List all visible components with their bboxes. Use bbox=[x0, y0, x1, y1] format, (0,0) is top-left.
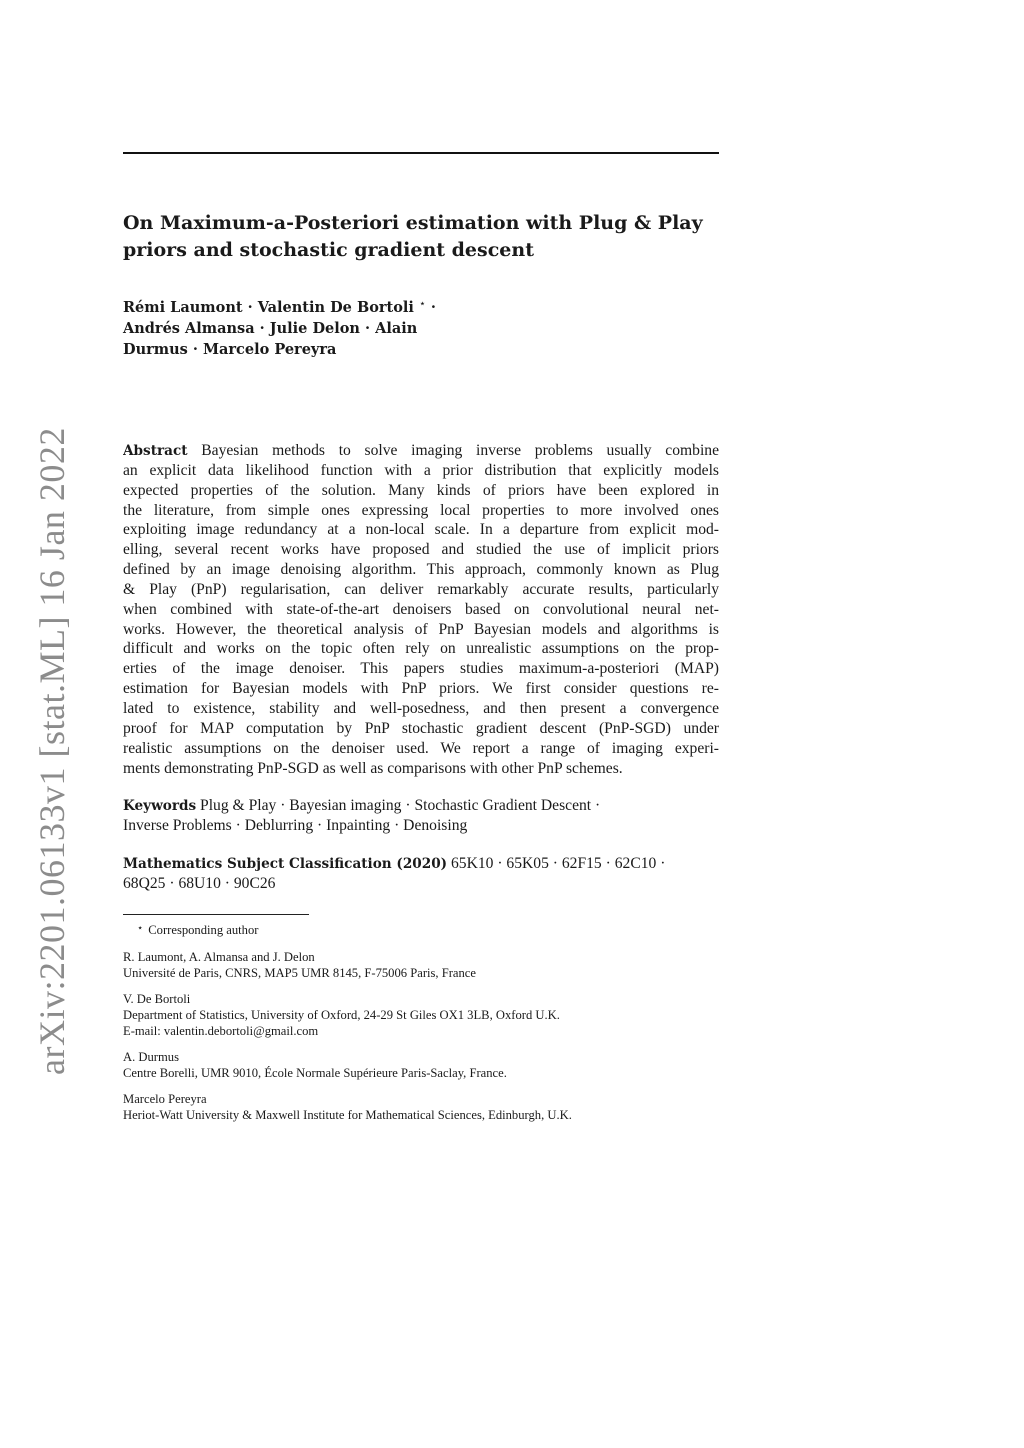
msc-label: Mathematics Subject Classification (2020) bbox=[123, 856, 448, 872]
affiliation-address: Department of Statistics, University of Oxford, 24-29 St Giles OX1 3LB, Oxford U.K. bbox=[123, 1008, 560, 1022]
abstract-line: realistic assumptions on the denoiser used. We report a range of imaging experi- bbox=[123, 739, 719, 757]
affiliation-address: Université de Paris, CNRS, MAP5 UMR 8145, F-75006 Paris, France bbox=[123, 966, 476, 980]
abstract-line: the literature, from simple ones expressing local properties to more involved ones bbox=[123, 501, 719, 519]
abstract-text: Bayesian methods to solve imaging inverse problems usually combine bbox=[187, 442, 719, 459]
footnotes bbox=[123, 921, 743, 1123]
title-line: On Maximum-a-Posteriori estimation with Plug & Play bbox=[123, 212, 703, 234]
abstract-line: proof for MAP computation by PnP stochastic gradient descent (PnP-SGD) under bbox=[123, 719, 719, 737]
author-line bbox=[123, 293, 723, 318]
affiliation-address: Heriot-Watt University & Maxwell Institute for Mathematical Sciences, Edinburgh, U.K. bbox=[123, 1108, 572, 1122]
title-line: priors and stochastic gradient descent bbox=[123, 239, 534, 261]
abstract-line: ments demonstrating PnP-SGD as well as comparisons with other PnP schemes. bbox=[123, 759, 623, 777]
msc-line bbox=[123, 854, 719, 874]
abstract-line bbox=[123, 441, 719, 461]
abstract-line: lated to existence, stability and well-posedness, and then present a convergence bbox=[123, 699, 719, 717]
affiliation-names: V. De Bortoli bbox=[123, 992, 191, 1006]
author-line: Durmus · Marcelo Pereyra bbox=[123, 341, 337, 358]
footnote-star: ⋆ bbox=[137, 923, 144, 934]
arxiv-identifier-stamp: arXiv:2201.06133v1 [stat.ML] 16 Jan 2022 bbox=[32, 427, 72, 1075]
abstract-line: expected properties of the solution. Many kinds of priors have been explored in bbox=[123, 481, 719, 499]
keywords-line: Inverse Problems · Deblurring · Inpainting · Denoising bbox=[123, 817, 468, 834]
abstract-line: when combined with state-of-the-art denoisers based on convolutional neural net- bbox=[123, 600, 719, 618]
corresponding-author-mark: ⋆ bbox=[418, 297, 426, 310]
abstract-line: erties of the image denoiser. This papers studies maximum-a-posteriori (MAP) bbox=[123, 660, 719, 678]
abstract-line: works. However, the theoretical analysis of PnP Bayesian models and algorithms is bbox=[123, 620, 719, 638]
affiliation-names: R. Laumont, A. Almansa and J. Delon bbox=[123, 950, 315, 964]
abstract-line: exploiting image redundancy at a non-local scale. In a departure from explicit mod- bbox=[123, 521, 719, 539]
msc-line: 68Q25 · 68U10 · 90C26 bbox=[123, 875, 276, 892]
abstract-line: an explicit data likelihood function with a prior distribution that explicitly models bbox=[123, 461, 719, 479]
author-separator: · bbox=[425, 299, 436, 316]
corresponding-author-note bbox=[123, 921, 743, 937]
abstract-line: elling, several recent works have proposed and studied the use of implicit priors bbox=[123, 541, 719, 559]
abstract-line: defined by an image denoising algorithm. This approach, commonly known as Plug bbox=[123, 561, 719, 579]
footnote-rule bbox=[123, 914, 309, 915]
keywords bbox=[123, 796, 719, 836]
affiliation-names: A. Durmus bbox=[123, 1050, 179, 1064]
abstract-label: Abstract bbox=[123, 443, 188, 459]
author-line: Andrés Almansa · Julie Delon · Alain bbox=[123, 320, 418, 337]
msc-codes: 65K10 · 65K05 · 62F15 · 62C10 · bbox=[447, 855, 666, 872]
header-rule bbox=[123, 152, 719, 154]
abstract-line: difficult and works on the topic often rely on unrealistic assumptions on the prop- bbox=[123, 640, 719, 658]
msc-classification bbox=[123, 854, 719, 894]
keywords-line bbox=[123, 796, 719, 816]
affiliation-address: Centre Borelli, UMR 9010, École Normale Supérieure Paris-Saclay, France. bbox=[123, 1066, 507, 1080]
author-list bbox=[123, 293, 723, 360]
paper-title bbox=[123, 210, 723, 264]
affiliation-names: Marcelo Pereyra bbox=[123, 1092, 207, 1106]
keywords-text: Plug & Play · Bayesian imaging · Stochastic Gradient Descent · bbox=[196, 797, 601, 814]
footnote-text: Corresponding author bbox=[148, 923, 259, 937]
affiliation-email: E-mail: valentin.debortoli@gmail.com bbox=[123, 1024, 319, 1038]
keywords-label: Keywords bbox=[123, 798, 197, 814]
abstract-line: estimation for Bayesian models with PnP priors. We first consider questions re- bbox=[123, 680, 719, 698]
abstract bbox=[123, 441, 719, 778]
author-names: Rémi Laumont · Valentin De Bortoli bbox=[123, 299, 414, 316]
abstract-line: & Play (PnP) regularisation, can deliver remarkably accurate results, particularly bbox=[123, 580, 719, 598]
